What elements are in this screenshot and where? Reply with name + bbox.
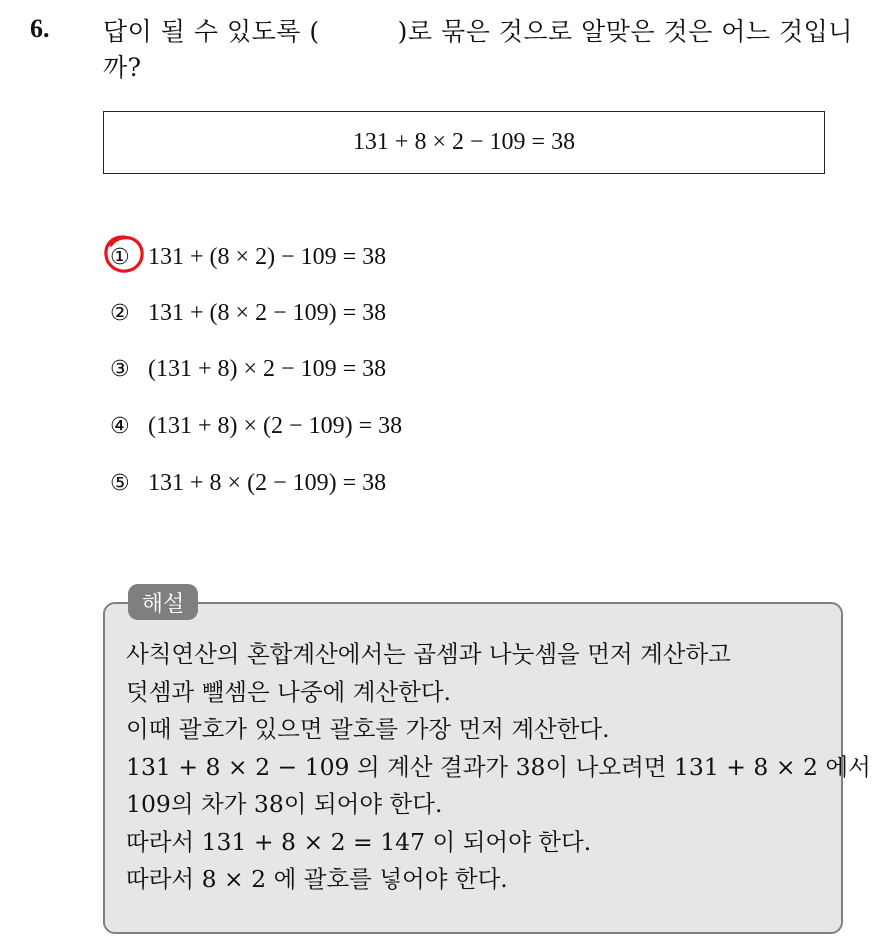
solution-tag: 해설 (128, 584, 198, 620)
choice-3[interactable] (110, 352, 386, 386)
question-text (103, 14, 863, 86)
given-equation: 131 + 8 × 2 − 109 = 38 (352, 129, 576, 155)
choice-3-expression: (131 + 8) × 2 − 109 = 38 (148, 355, 387, 382)
solution-line: 사칙연산의 혼합계산에서는 곱셈과 나눗셈을 먼저 계산하고 (126, 640, 731, 668)
given-equation-box (103, 111, 825, 174)
choice-1-expression: 131 + (8 × 2) − 109 = 38 (148, 243, 387, 270)
choice-2-expression: 131 + (8 × 2 − 109) = 38 (148, 299, 387, 326)
choice-1[interactable] (110, 240, 386, 274)
solution-line: 131 + 8 × 2 − 109 의 계산 결과가 38이 나오려면 131 + 8 × 2 에서 (126, 752, 871, 781)
solution-line: 덧셈과 뺄셈은 나중에 계산한다. (126, 677, 451, 706)
solution-line: 따라서 131 + 8 × 2 = 147 이 되어야 한다. (126, 827, 592, 856)
choice-5[interactable] (110, 466, 386, 500)
question-text-before: 답이 될 수 있도록 ( (103, 17, 320, 46)
choice-4[interactable] (110, 409, 402, 443)
choice-3-number: ③ (110, 356, 130, 382)
choice-5-expression: 131 + 8 × (2 − 109) = 38 (148, 469, 387, 496)
choice-5-number: ⑤ (110, 470, 130, 496)
solution-line: 따라서 8 × 2 에 괄호를 넣어야 한다. (126, 865, 508, 893)
choice-1-number: ① (110, 244, 130, 270)
solution-line: 109의 차가 38이 되어야 한다. (126, 790, 443, 818)
solution-line: 이때 괄호가 있으면 괄호를 가장 먼저 계산한다. (126, 715, 610, 743)
question-number: 6. (30, 14, 50, 43)
solution-text (126, 636, 871, 899)
question-text-after: )로 묶은 것으로 알맞은 것은 어느 것입니까? (103, 17, 853, 82)
choice-4-expression: (131 + 8) × (2 − 109) = 38 (148, 412, 403, 439)
choice-2[interactable] (110, 296, 386, 330)
choice-2-number: ② (110, 300, 130, 326)
choice-4-number: ④ (110, 413, 130, 439)
